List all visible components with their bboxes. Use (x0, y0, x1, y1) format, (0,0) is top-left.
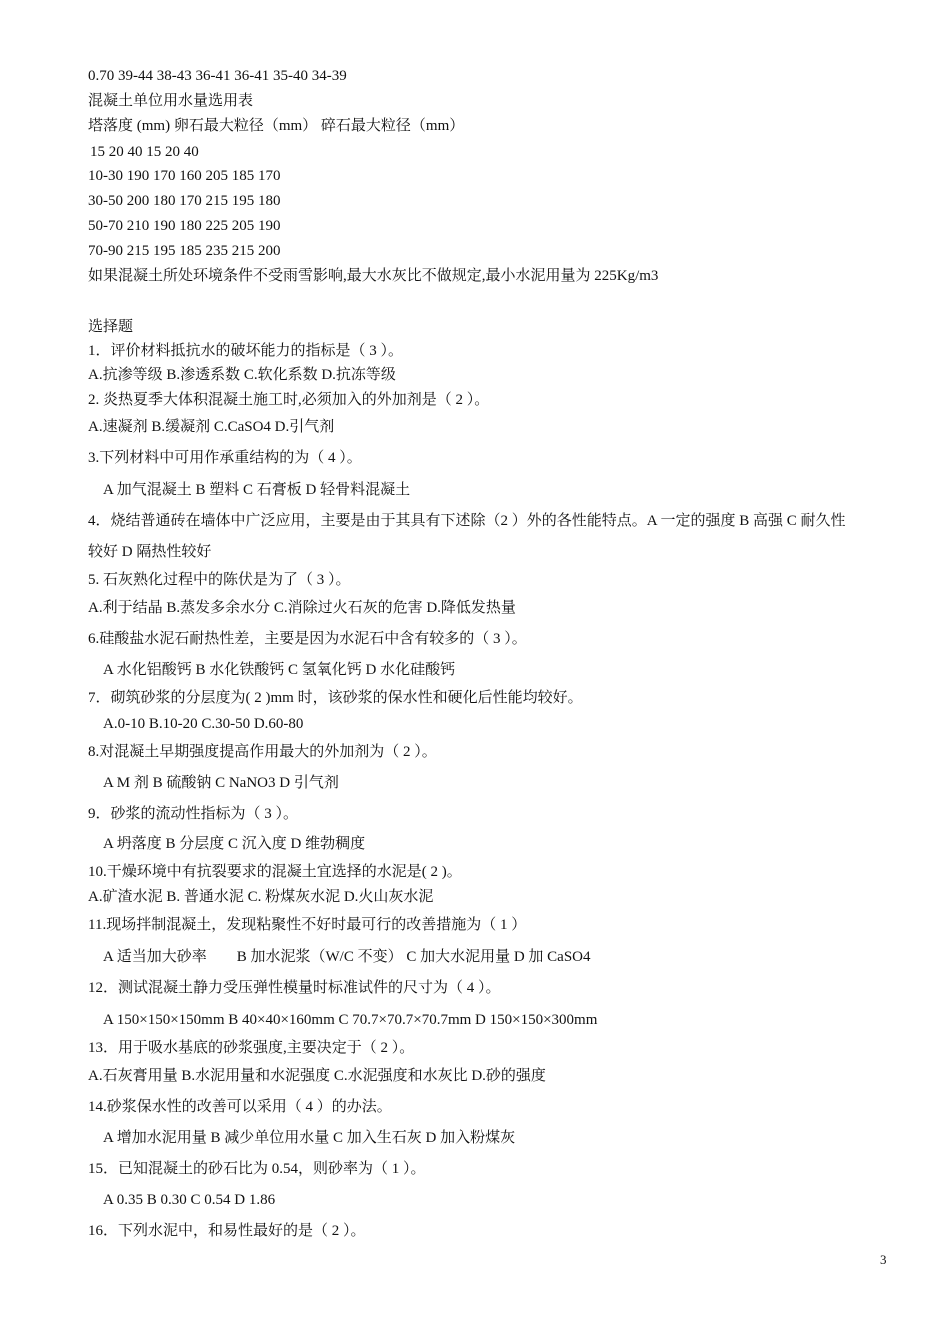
options-5: A.利于结晶 B.蒸发多余水分 C.消除过火石灰的危害 D.降低发热量 (88, 600, 516, 616)
options-11: A 适当加大砂率 B 加水泥浆（W/C 不变） C 加大水泥用量 D 加 CaSO4 (103, 949, 591, 965)
question-13: 13．用于吸水基底的砂浆强度,主要决定于（ 2 ）。 (88, 1040, 415, 1056)
options-8: A M 剂 B 硫酸钠 C NaNO3 D 引气剂 (103, 775, 339, 791)
question-14: 14.砂浆保水性的改善可以采用（ 4 ）的办法。 (88, 1099, 392, 1115)
options-15: A 0.35 B 0.30 C 0.54 D 1.86 (103, 1192, 276, 1208)
table-row: 30-50 200 180 170 215 195 180 (88, 193, 281, 209)
table-row: 10-30 190 170 160 205 185 170 (88, 168, 281, 184)
question-1: 1．评价材料抵抗水的破坏能力的指标是（ 3 ）。 (88, 343, 404, 359)
table-header: 塔落度 (mm) 卵石最大粒径（mm） 碎石最大粒径（mm） (88, 118, 465, 134)
options-2: A.速凝剂 B.缓凝剂 C.CaSO4 D.引气剂 (88, 419, 335, 435)
question-3: 3.下列材料中可用作承重结构的为（ 4 ）。 (88, 450, 362, 466)
options-13: A.石灰膏用量 B.水泥用量和水泥强度 C.水泥强度和水灰比 D.砂的强度 (88, 1068, 546, 1084)
question-7: 7．砌筑砂浆的分层度为( 2 )mm 时，该砂浆的保水性和硬化后性能均较好。 (88, 690, 583, 706)
question-4: 4．烧结普通砖在墙体中广泛应用，主要是由于其具有下述除（2 ）外的各性能特点。A 一定的强度 B 高强 C 耐久性 (88, 513, 846, 529)
question-6: 6.硅酸盐水泥石耐热性差，主要是因为水泥石中含有较多的（ 3 ）。 (88, 631, 527, 647)
options-6: A 水化铝酸钙 B 水化铁酸钙 C 氢氧化钙 D 水化硅酸钙 (103, 662, 456, 678)
table-row: 70-90 215 195 185 235 215 200 (88, 243, 281, 259)
section-title: 选择题 (88, 319, 134, 335)
question-8: 8.对混凝土早期强度提高作用最大的外加剂为（ 2 ）。 (88, 744, 437, 760)
question-12: 12．测试混凝土静力受压弹性模量时标准试件的尺寸为（ 4 ）。 (88, 980, 501, 996)
options-14: A 增加水泥用量 B 减少单位用水量 C 加入生石灰 D 加入粉煤灰 (103, 1130, 516, 1146)
question-10: 10.干燥环境中有抗裂要求的混凝土宜选择的水泥是( 2 )。 (88, 864, 462, 880)
question-2: 2. 炎热夏季大体积混凝土施工时,必须加入的外加剂是（ 2 ）。 (88, 392, 490, 408)
options-1: A.抗渗等级 B.渗透系数 C.软化系数 D.抗冻等级 (88, 367, 396, 383)
table-title: 混凝土单位用水量选用表 (88, 93, 254, 109)
question-4-continued: 较好 D 隔热性较好 (88, 544, 212, 560)
table-row: 50-70 210 190 180 225 205 190 (88, 218, 281, 234)
question-16: 16．下列水泥中，和易性最好的是（ 2 ）。 (88, 1223, 366, 1239)
question-11: 11.现场拌制混凝土，发现粘聚性不好时最可行的改善措施为（ 1 ） (88, 917, 527, 933)
table-row-070: 0.70 39-44 38-43 36-41 36-41 35-40 34-39 (88, 68, 347, 84)
options-9: A 坍落度 B 分层度 C 沉入度 D 维勃稠度 (103, 836, 366, 852)
page-number: 3 (880, 1252, 887, 1267)
question-9: 9．砂浆的流动性指标为（ 3 ）。 (88, 806, 299, 822)
table-note: 如果混凝土所处环境条件不受雨雪影响,最大水灰比不做规定,最小水泥用量为 225Kg/m3 (88, 268, 659, 284)
options-3: A 加气混凝土 B 塑料 C 石膏板 D 轻骨料混凝土 (103, 482, 411, 498)
options-10: A.矿渣水泥 B. 普通水泥 C. 粉煤灰水泥 D.火山灰水泥 (88, 889, 434, 905)
table-subheader: 15 20 40 15 20 40 (90, 144, 199, 160)
question-15: 15．已知混凝土的砂石比为 0.54，则砂率为（ 1 ）。 (88, 1161, 426, 1177)
question-5: 5. 石灰熟化过程中的陈伏是为了（ 3 ）。 (88, 572, 351, 588)
options-7: A.0-10 B.10-20 C.30-50 D.60-80 (103, 716, 304, 732)
options-12: A 150×150×150mm B 40×40×160mm C 70.7×70.7×70.7mm D 150×150×300mm (103, 1012, 598, 1028)
